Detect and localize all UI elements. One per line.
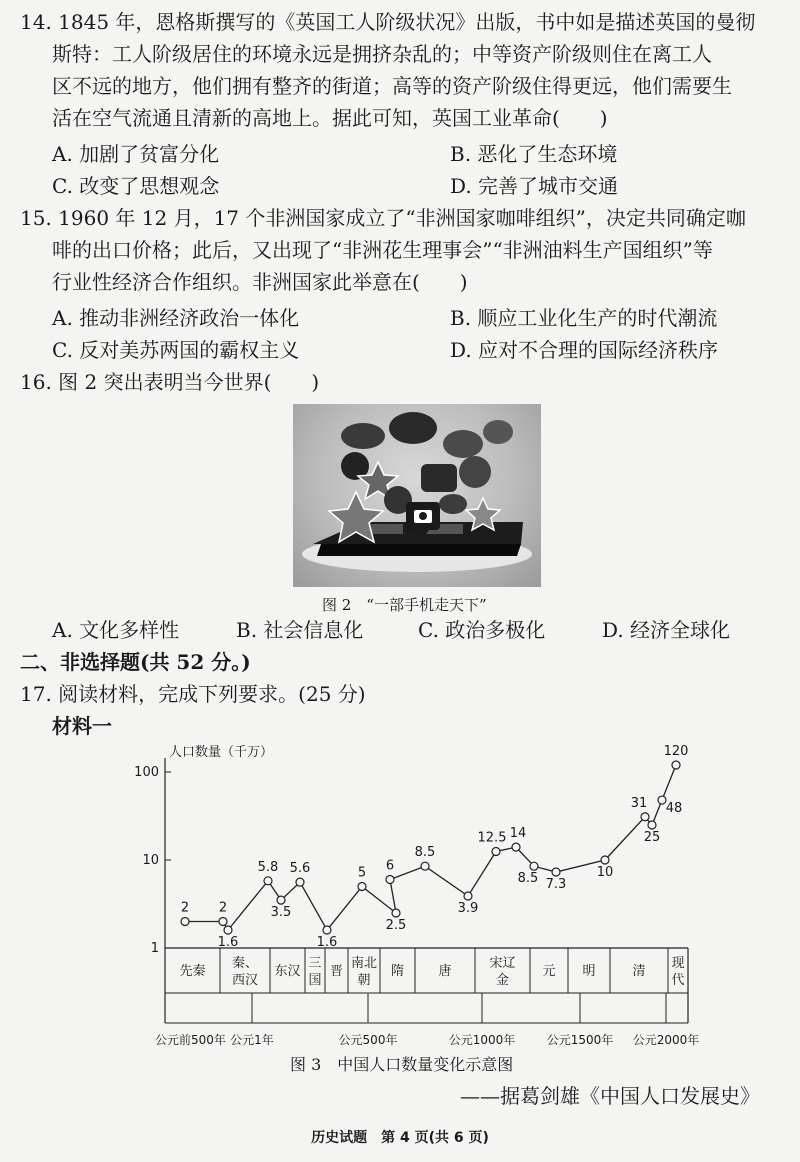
data-label: 8.5 [414,845,436,861]
question-16 [20,366,790,398]
q14-option-d[interactable]: D. 完善了城市交通 [450,174,619,198]
q16-option-a[interactable]: A. 文化多样性 [52,618,180,642]
q15-line-3: 行业性经济合作组织。非洲国家此举意在( ) [52,270,468,294]
data-point [219,918,227,926]
data-label: 3.9 [457,900,479,916]
time-label: 公元1000年 [448,1033,516,1047]
dynasty-label: 唐 [438,964,452,979]
dynasty-label: 南北 [350,956,378,971]
time-label: 公元1年 [230,1033,274,1047]
figure-2-caption: 图 2 “一部手机走天下” [322,596,487,614]
dynasty-label: 先秦 [179,964,206,979]
q17-stem: 17. 阅读材料，完成下列要求。(25 分) [20,682,366,706]
dynasty-label: 现 [671,956,685,971]
data-label: 8.5 [517,871,539,887]
dynasty-label: 隋 [390,964,405,979]
dynasty-label: 秦、 [231,956,259,971]
data-label: 10 [596,865,614,880]
dynasty-label: 元 [542,964,556,979]
data-label: 2 [218,900,228,916]
q15-line-2: 啡的出口价格；此后，又出现了“非洲花生理事会”“非洲油料生产国组织”等 [52,238,713,262]
data-point [277,896,285,904]
data-label: 12.5 [477,830,507,846]
question-17 [20,678,790,742]
time-label: 公元500年 [338,1033,398,1047]
data-label: 2.5 [385,917,407,933]
dynasty-label: 晋 [329,964,344,979]
material-1-label: 材料一 [52,714,112,738]
time-label: 公元前500年 [155,1033,226,1047]
data-label: 6 [385,858,395,874]
section-2-heading [20,646,790,678]
data-label: 48 [665,801,683,817]
dynasty-label: 明 [582,964,596,979]
q14-line-2: 斯特：工人阶级居住的环境永远是拥挤杂乱的；中等资产阶级则住在离工人 [52,42,712,66]
q14-option-a[interactable]: A. 加剧了贫富分化 [52,142,220,166]
data-point [552,868,560,876]
data-label: 1.6 [316,935,338,951]
data-label: 2 [180,900,190,916]
data-point [181,918,189,926]
question-15 [20,202,790,298]
data-point [672,761,680,769]
time-label: 公元2000年 [632,1033,700,1047]
q14-line-3: 区不远的地方，他们拥有整齐的街道；高等的资产阶级住得更远，他们需要生 [52,74,732,98]
population-chart-svg [110,740,710,1060]
data-point [512,843,520,851]
dynasty-label: 朝 [357,973,371,988]
dynasty-label: 金 [495,973,510,988]
data-point [421,862,429,870]
data-point [224,926,232,934]
data-label: 5.6 [289,861,311,877]
data-point [492,847,500,855]
time-label: 公元1500年 [546,1033,614,1047]
data-label: 5 [357,865,367,881]
y-tick-label: 1 [150,941,159,956]
dynasty-label: 宋辽 [489,956,516,971]
data-point [323,926,331,934]
data-point [386,876,394,884]
data-label: 25 [643,829,661,845]
dynasty-label: 西汉 [231,973,259,988]
data-point [358,882,366,890]
q14-option-b[interactable]: B. 恶化了生态环境 [450,142,618,166]
q15-option-b[interactable]: B. 顺应工业化生产的时代潮流 [450,306,718,330]
data-point [648,821,656,829]
data-label: 7.3 [545,877,567,893]
dynasty-label: 国 [308,973,322,988]
data-label: 120 [663,744,689,760]
q16-option-b[interactable]: B. 社会信息化 [236,618,364,642]
dynasty-label: 三 [308,956,322,971]
data-label: 3.5 [270,905,292,921]
q15-option-c[interactable]: C. 反对美苏两国的霸权主义 [52,338,300,362]
q14-line-1: 14. 1845 年，恩格斯撰写的《英国工人阶级状况》出版，书中如是描述英国的曼彻 [20,10,756,34]
q16-option-d[interactable]: D. 经济全球化 [602,618,731,642]
phone-apps-icon [293,404,541,587]
data-point [264,877,272,885]
data-point [601,856,609,864]
q15-line-1: 15. 1960 年 12 月，17 个非洲国家成立了“非洲国家咖啡组织”，决定共同确定咖 [20,206,746,230]
smartphone-illustration [293,404,541,587]
data-point [464,892,472,900]
dynasty-label: 代 [671,973,685,988]
section-2-title: 二、非选择题(共 52 分。) [20,650,251,674]
figure-3-caption: 图 3 中国人口数量变化示意图 [290,1055,514,1074]
population-chart [110,740,710,1060]
data-label: 1.6 [217,935,239,951]
data-point [296,878,304,886]
y-axis-label: 人口数量（千万） [169,745,274,760]
page-footer: 历史试题 第 4 页(共 6 页) [311,1130,489,1146]
data-point [530,862,538,870]
y-tick-label: 10 [142,853,159,868]
data-label: 31 [630,795,648,811]
dynasty-label: 清 [632,964,646,979]
data-label: 14 [509,826,527,842]
q14-option-c[interactable]: C. 改变了思想观念 [52,174,220,198]
q14-line-4: 活在空气流通且清新的高地上。据此可知，英国工业革命( ) [52,106,608,130]
q16-stem: 16. 图 2 突出表明当今世界( ) [20,370,320,394]
question-14 [20,6,790,134]
dynasty-label: 东汉 [274,964,301,979]
data-label: 5.8 [257,859,279,875]
q15-option-a[interactable]: A. 推动非洲经济政治一体化 [52,306,300,330]
data-point [392,909,400,917]
data-point [641,813,649,821]
q15-option-d[interactable]: D. 应对不合理的国际经济秩序 [450,338,719,362]
source-citation: ——据葛剑雄《中国人口发展史》 [460,1084,760,1108]
y-tick-label: 100 [134,765,159,780]
q16-option-c[interactable]: C. 政治多极化 [418,618,546,642]
